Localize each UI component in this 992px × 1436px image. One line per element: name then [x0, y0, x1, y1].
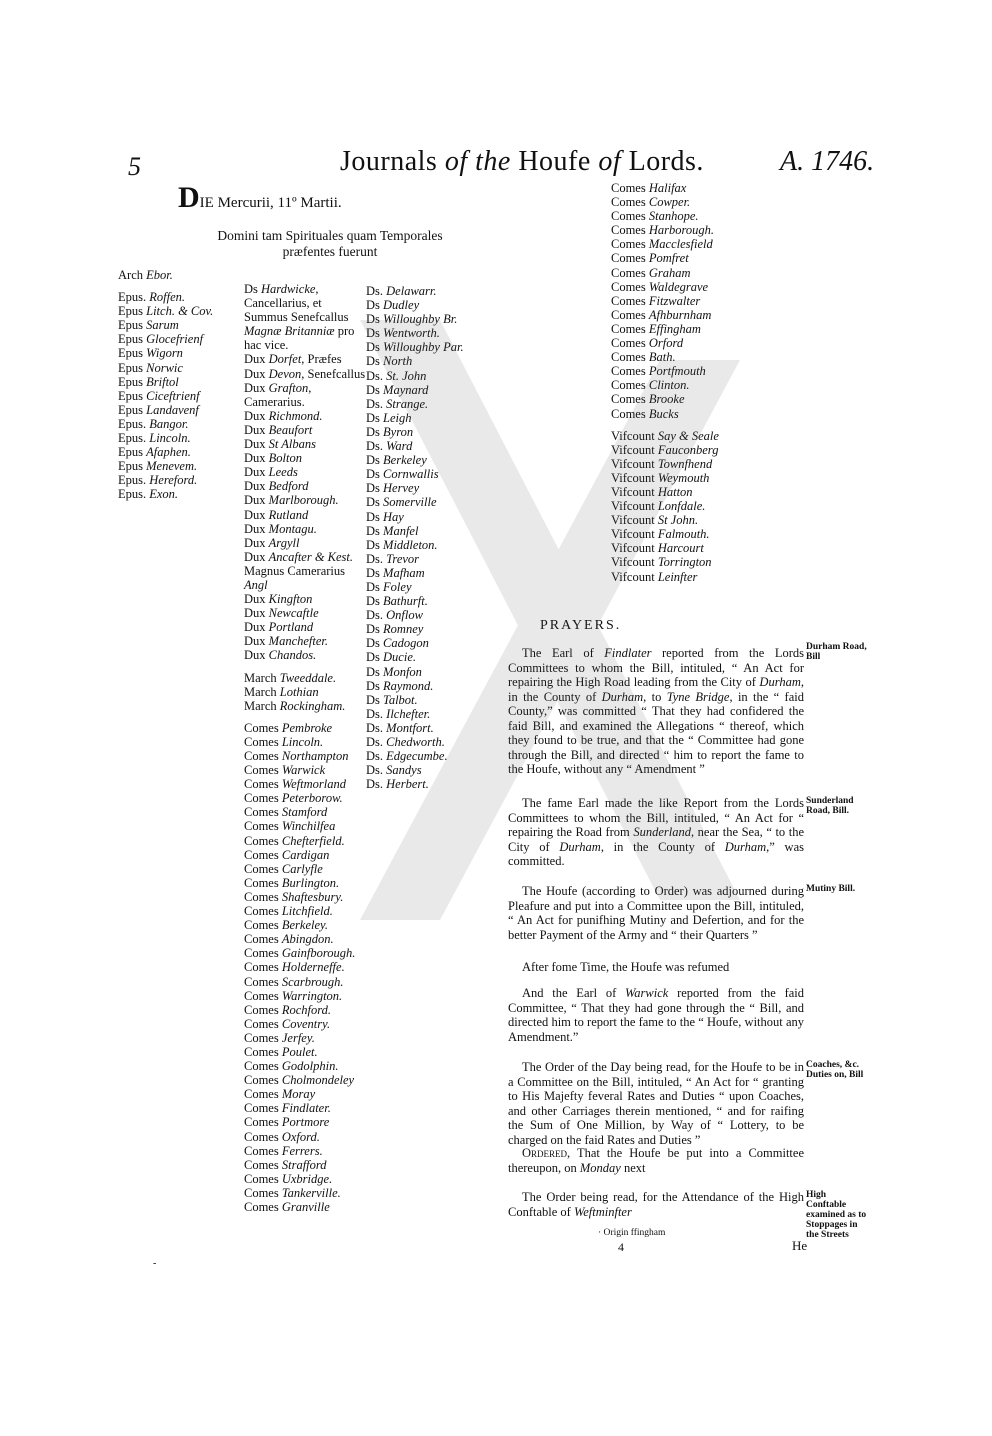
attendee-entry: Dux Dorfet, Præfes	[244, 352, 342, 367]
attendee-entry: Ds Byron	[366, 424, 414, 439]
attendee-entry: Comes Gainfborough.	[244, 946, 356, 961]
attendee-entry: Dux Manchefter.	[244, 634, 329, 649]
attendee-entry: Dux Leeds	[244, 465, 298, 480]
attendee-entry: Dux Portland	[244, 620, 314, 635]
attendee-entry: Dux Devon, Senefcallus	[244, 366, 366, 381]
attendee-entry: Comes Jerfey.	[244, 1030, 315, 1045]
attendee-entry: Arch Ebor.	[118, 268, 173, 282]
attendee-entry: Comes Holderneffe.	[244, 960, 345, 975]
margin-note-constable: High Conftable examined as to Stoppages in the Streets	[806, 1190, 867, 1240]
attendee-entry: Dux Chandos.	[244, 648, 317, 663]
attendee-entry: Ds Cornwallis	[366, 467, 439, 482]
attendee-entry: Epus Glocefrienf	[118, 332, 204, 347]
paragraph-ordered	[508, 1146, 804, 1175]
attendee-entry: Ds Maynard	[366, 382, 429, 397]
attendee-entry: Ds Monfon	[366, 664, 422, 679]
attendee-entry: Ds. Ward	[366, 439, 413, 454]
attendee-entry: Ds North	[366, 354, 413, 369]
attendee-entry: Ds Romney	[366, 622, 424, 637]
attendee-entry: Epus Afaphen.	[118, 445, 191, 460]
attendee-entry: Comes Burlington.	[244, 875, 340, 890]
paragraph-constable	[508, 1190, 804, 1219]
paragraph-durham	[508, 646, 804, 777]
attendee-entry: Comes Bucks	[611, 406, 679, 421]
attendee-entry: Ds Foley	[366, 579, 412, 594]
paragraph-warwick	[508, 986, 804, 1044]
attendee-entry	[244, 713, 368, 721]
attendee-entry: Comes Pembroke	[244, 720, 333, 735]
attendee-entry: Comes Chefterfield.	[244, 833, 345, 848]
attendee-entry: Vifcount Townfhend	[611, 456, 713, 471]
attendee-entry: Comes Berkeley.	[244, 918, 329, 933]
attendee-entry: Comes Northampton	[244, 749, 349, 763]
attendee-entry: Epus. Hereford.	[118, 473, 198, 488]
attendee-entry: Dux Grafton, Camerarius.	[244, 380, 312, 409]
margin-note-sunderland: Sunderland Road, Bill.	[806, 796, 854, 816]
margin-mark: -	[153, 1258, 157, 1269]
attendee-entry: Dux Kingfton	[244, 592, 313, 607]
attendee-entry: Vifcount Weymouth	[611, 470, 710, 485]
margin-note-coaches: Coaches, &c. Duties on, Bill	[806, 1060, 864, 1080]
attendee-entry: Comes Harborough.	[611, 223, 715, 238]
attendee-entry: Vifcount Say & Seale	[611, 428, 719, 443]
attendee-entry: Comes Waldegrave	[611, 279, 709, 294]
attendee-entry: Comes Warrington.	[244, 988, 343, 1003]
attendee-entry: Ds Hay	[366, 509, 404, 524]
attendee-entry: Vifcount Lonfdale.	[611, 499, 706, 514]
attendee-entry: Comes Abingdon.	[244, 932, 334, 947]
attendee-entry: Epus Menevem.	[118, 459, 198, 474]
attendee-entry: Comes Stamford	[244, 805, 328, 820]
attendee-entry: Ds Hardwicke, Cancellarius, et Summus Senefcallus Magnæ Britanniæ pro hac vice.	[244, 282, 355, 353]
attendee-entry: Comes Godolphin.	[244, 1059, 339, 1074]
attendee-entry: Ds. Edgecumbe.	[366, 749, 448, 764]
attendee-entry: Comes Warwick	[244, 763, 326, 778]
attendee-entry: Dux Bolton	[244, 451, 302, 466]
margin-note-durham: Durham Road, Bill	[806, 642, 867, 662]
attendee-entry: Ds. Onflow	[366, 608, 423, 623]
attendee-entry: Ds. St. John	[366, 368, 427, 383]
attendance-heading: Domini tam Spirituales quam Temporales præfentes fuerunt	[217, 228, 443, 259]
attendee-entry: Comes Pomfret	[611, 251, 689, 266]
attendee-entry: Comes Brooke	[611, 392, 685, 407]
attendee-entry: Comes Rochford.	[244, 1002, 332, 1017]
attendee-entry: Comes Tankerville.	[244, 1185, 341, 1200]
attendee-entry: Ds Somerville	[366, 495, 437, 510]
attendee-entry: Epus. Roffen.	[118, 290, 186, 305]
paragraph-coaches	[508, 1060, 804, 1147]
attendee-entry: Comes Granville	[244, 1200, 330, 1214]
attendee-entry: Dux Marlborough.	[244, 493, 339, 508]
year-heading: A. 1746.	[780, 146, 875, 177]
attendee-entry: Comes Graham	[611, 265, 691, 280]
attendee-entry: Epus Briftol	[118, 374, 179, 389]
attendee-entry: Epus Landavenf	[118, 402, 199, 417]
attendee-entry: Vifcount Torrington	[611, 555, 712, 570]
attendee-entry: Dux Richmond.	[244, 408, 323, 423]
attendee-entry: Ds Leigh	[366, 410, 412, 425]
attendee-entry: Dux St Albans	[244, 437, 317, 452]
page-number: 5	[128, 152, 141, 181]
date-line: DIE Mercurii, 11º Martii.	[178, 181, 342, 214]
attendee-entry: Comes Poulet.	[244, 1044, 318, 1059]
paragraph-text: The Order of the Day being read, for the Houfe to be in a Committee on the Bill, intituled, “ An Act for “ granting to His Majefty feveral Rates and Duties “ upon Coaches, and other Carriages therein mentioned, “ and for raifing the Sum of One Million, by Way of “ Lottery, to be charged on the faid Rates and Duties ”	[508, 1060, 804, 1147]
attendee-entry: Comes Uxbridge.	[244, 1171, 333, 1186]
attendee-entry: Ds Berkeley	[366, 453, 427, 468]
paragraph-text: The Houfe (according to Order) was adjourned during Pleafure and put into a Committee upon the Bill, intituled, “ An Act for punifhing Mutiny and Defertion, and for the better Payment of the Army and “ their Quarters ”	[508, 884, 804, 942]
attendee-entry: Ds Bathurft.	[366, 594, 428, 609]
attendee-entry: Epus Wigorn	[118, 346, 183, 361]
attendee-entry: Vifcount St John.	[611, 513, 699, 528]
attendee-entry: Dux Ancafter & Kest. Magnus Camerarius Angl	[244, 549, 354, 592]
attendee-entry: Comes Moray	[244, 1087, 316, 1102]
attendee-entry: Ds. Chedworth.	[366, 735, 445, 749]
paragraph-text: Ordered, That the Houfe be put into a Committee thereupon, on Monday next	[508, 1146, 804, 1175]
attendee-entry: Comes Weftmorland	[244, 777, 346, 792]
paragraph-text: The fame Earl made the like Report from the Lords Committees to whom the Bill, intituled, “ An Act for “ repairing the Road from Sunderland, near the Sea, “ to the City of Durham, in the County of Durham,” was committed.	[508, 796, 804, 868]
attendee-entry: Ds Middleton.	[366, 537, 438, 552]
attendee-entry: Dux Rutland	[244, 507, 309, 522]
footnote: · Origin ffingham	[598, 1228, 666, 1238]
attendee-entry: Vifcount Leinfter	[611, 569, 698, 584]
attendee-entry: Ds Hervey	[366, 481, 420, 496]
attendee-entry: Ds Willoughby Br.	[366, 312, 458, 327]
attendee-entry: Epus Sarum	[118, 318, 179, 333]
attendee-entry: March Tweeddale.	[244, 670, 337, 685]
attendee-entry: Comes Portfmouth	[611, 364, 706, 379]
attendee-entry: Ds Talbot.	[366, 692, 418, 707]
attendee-entry: Ds Mafham	[366, 565, 425, 580]
attendee-entry: Ds Ducie.	[366, 650, 417, 665]
bishops-column	[118, 268, 213, 502]
attendee-entry: Vifcount Harcourt	[611, 541, 704, 556]
attendee-entry: Vifcount Hatton	[611, 484, 693, 499]
paragraph-text: The Earl of Findlater reported from the Lords Committees to whom the Bill, intituled, “ An Act for repairing the High Road leading from the City of Durham, in the County of Durham, to Tyne Bridge, in the “ faid County,” was committed “ That they had confidered the faid Bill, and examined the Allegations “ thereof, which they found to be true, and that the “ Committee had gone through the Bill, and directed “ him to report the fame to the Houfe, without any “ Amendment ”	[508, 646, 804, 776]
attendee-entry: Comes Strafford	[244, 1157, 327, 1172]
attendee-entry: Dux Bedford	[244, 479, 309, 494]
attendee-entry: Comes Fitzwalter	[611, 293, 701, 308]
attendee-entry: Comes Scarbrough.	[244, 974, 344, 989]
paragraph-text: After fome Time, the Houfe was refumed	[522, 960, 730, 974]
attendee-entry: Epus. Exon.	[118, 487, 179, 502]
attendee-entry: Vifcount Falmouth.	[611, 527, 710, 542]
attendee-entry: Comes Litchfield.	[244, 904, 333, 919]
paragraph-mutiny	[508, 884, 804, 942]
attendee-entry: Comes Lincoln.	[244, 734, 324, 749]
attendee-entry: Comes Portmore	[244, 1115, 330, 1130]
attendee-entry: Comes Ferrers.	[244, 1143, 323, 1158]
attendee-entry: Comes Winchilfea	[244, 819, 336, 834]
paragraph-sunderland	[508, 796, 804, 869]
attendee-entry: March Rockingham.	[244, 698, 346, 713]
attendee-entry: Ds. Trevor	[366, 551, 420, 566]
attendee-entry: Ds Manfel	[366, 523, 419, 538]
prayers-heading: PRAYERS.	[540, 618, 622, 633]
attendee-entry: Epus. Bangor.	[118, 416, 189, 431]
attendee-entry: Epus Norwic	[118, 360, 183, 375]
attendee-entry: Ds Cadogon	[366, 636, 429, 651]
attendee-entry: Epus Litch. & Cov.	[118, 304, 214, 319]
attendee-entry: Comes Coventry.	[244, 1016, 331, 1031]
paragraph-resumed	[508, 960, 804, 975]
attendee-entry: Ds. Delawarr.	[366, 284, 437, 298]
attendee-entry: Epus. Lincoln.	[118, 431, 191, 446]
attendee-entry: Comes Oxford.	[244, 1129, 320, 1144]
attendee-entry: Comes Clinton.	[611, 378, 690, 393]
attendee-entry: Vifcount Fauconberg	[611, 442, 719, 457]
attendee-entry: Comes Findlater.	[244, 1101, 331, 1116]
attendee-entry: Comes Stanhope.	[611, 209, 699, 224]
attendee-entry: Dux Montagu.	[244, 521, 317, 536]
attendee-entry: Ds. Sandys	[366, 763, 422, 778]
attendee-entry: Ds Willoughby Par.	[366, 340, 464, 355]
attendee-entry: Ds. Herbert.	[366, 777, 429, 792]
attendee-entry: Comes Cowper.	[611, 195, 691, 210]
paragraph-text: And the Earl of Warwick reported from the faid Committee, “ That they had gone through the “ Bill, and directed him to report the fame to the “ Houfe, without any Amendment.”	[508, 986, 804, 1044]
earls-viscounts-column	[611, 181, 719, 584]
signature-mark: 4	[618, 1240, 624, 1254]
attendee-entry: Ds Dudley	[366, 298, 420, 313]
attendee-entry: Comes Orford	[611, 336, 684, 351]
drop-initial: D	[178, 181, 200, 214]
attendee-entry: Comes Shaftesbury.	[244, 889, 344, 904]
attendee-entry: Ds. Strange.	[366, 396, 429, 411]
dukes-earls-column	[244, 282, 368, 1214]
attendee-entry: Ds Wentworth.	[366, 326, 440, 341]
attendee-entry: Comes Bath.	[611, 350, 676, 365]
catchword: He	[792, 1238, 808, 1253]
attendee-entry	[244, 663, 368, 671]
attendee-entry: Dux Argyll	[244, 535, 300, 550]
attendee-entry: Comes Afhburnham	[611, 307, 712, 322]
attendee-entry: Comes Peterborow.	[244, 791, 343, 806]
attendee-entry: Comes Cholmondeley	[244, 1073, 355, 1088]
attendee-entry: Comes Carlyfle	[244, 861, 323, 876]
attendee-entry: Ds. Ilchefter.	[366, 706, 431, 721]
attendee-entry: Dux Beaufort	[244, 422, 313, 437]
attendee-entry: Comes Effingham	[611, 321, 701, 336]
attendee-entry: March Lothian	[244, 684, 319, 699]
attendee-entry: Epus Ciceftrienf	[118, 388, 200, 403]
paragraph-text: The Order being read, for the Attendance of the High Conftable of Weftminfter	[508, 1190, 804, 1219]
attendee-entry	[611, 421, 719, 429]
attendee-entry: Ds. Montfort.	[366, 720, 434, 735]
attendee-entry: Dux Newcaftle	[244, 606, 319, 621]
attendee-entry: Comes Cardigan	[244, 847, 330, 862]
margin-note-mutiny: Mutiny Bill.	[806, 884, 856, 894]
page-title: Journals of the Houfe of Lords.	[340, 146, 704, 177]
attendee-entry: Comes Macclesfield	[611, 237, 713, 252]
attendee-entry: Ds Raymond.	[366, 678, 434, 693]
attendee-entry: Comes Halifax	[611, 181, 687, 195]
barons-column	[366, 284, 464, 791]
attendee-entry	[118, 282, 213, 290]
